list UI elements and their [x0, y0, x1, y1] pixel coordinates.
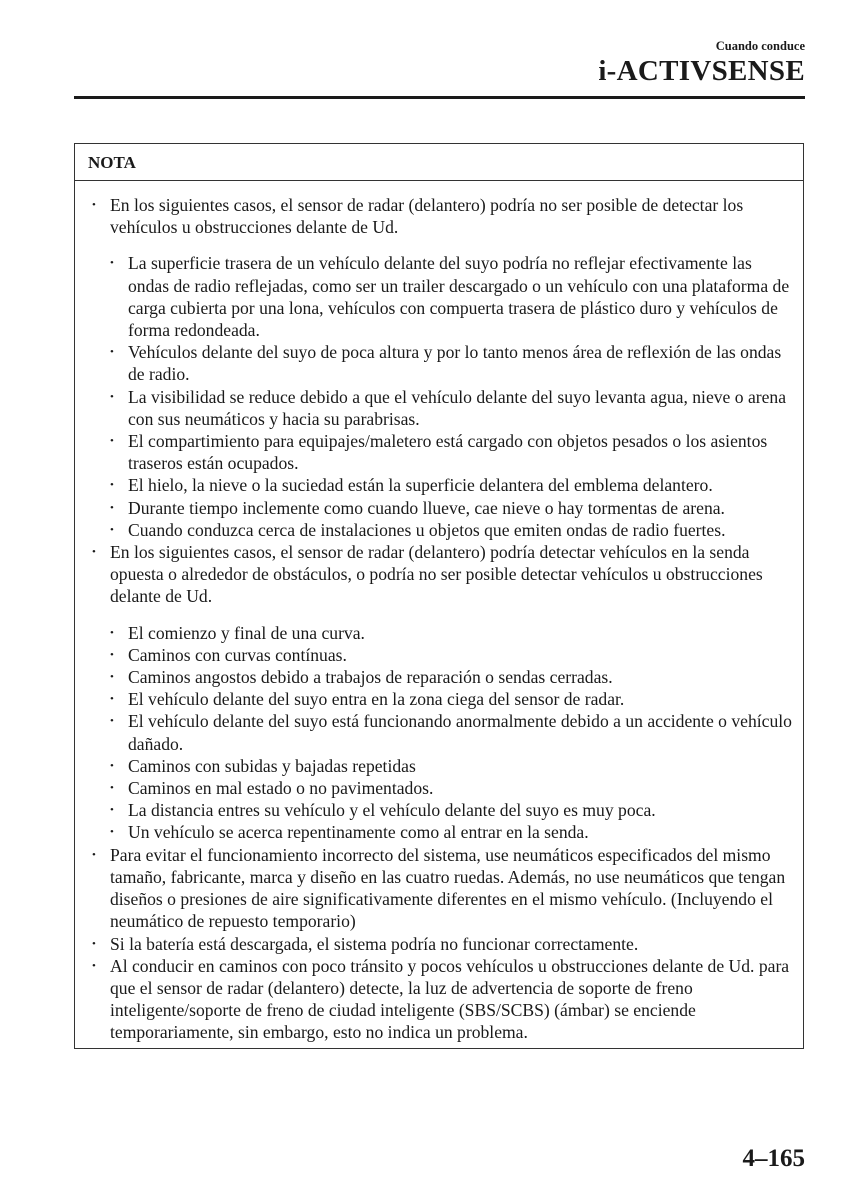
note-bullet-item: • En los siguientes casos, el sensor de radar (delantero) podría detectar vehículos en la senda opuesta o alrededor de obstáculos, o podría no ser posible detectar vehículos u obstrucciones delante de Ud.	[90, 541, 795, 608]
note-heading: NOTA	[75, 144, 803, 181]
note-sub-bullet-item: • La distancia entres su vehículo y el vehículo delante del suyo es muy poca.	[90, 799, 795, 821]
note-sub-bullet-item: • El vehículo delante del suyo está funcionando anormalmente debido a un accidente o vehículo dañado.	[90, 710, 795, 754]
note-bullet-item: • Si la batería está descargada, el sistema podría no funcionar correctamente.	[90, 933, 795, 955]
note-sub-bullet-item: • La visibilidad se reduce debido a que el vehículo delante del suyo levanta agua, nieve o arena con sus neumáticos y hacia su parabrisas.	[90, 386, 795, 430]
note-sub-bullet-item: • Caminos con subidas y bajadas repetidas	[90, 755, 795, 777]
page-title: i-ACTIVSENSE	[598, 55, 805, 87]
note-bullet-item: • Al conducir en caminos con poco tránsito y pocos vehículos u obstrucciones delante de Ud. para que el sensor de radar (delantero) detecte, la luz de advertencia de soporte de freno inteligente/soporte de freno de ciudad inteligente (SBS/SCBS) (ámbar) se enciende temporariamente, sin embargo, esto no indica un problema.	[90, 955, 795, 1044]
note-sub-bullet-item: • El compartimiento para equipajes/maletero está cargado con objetos pesados o los asientos traseros están ocupados.	[90, 430, 795, 474]
header-rule	[74, 96, 805, 99]
note-sub-bullet-item: • El vehículo delante del suyo entra en la zona ciega del sensor de radar.	[90, 688, 795, 710]
note-sub-bullet-item: • El hielo, la nieve o la suciedad están la superficie delantera del emblema delantero.	[90, 474, 795, 496]
note-body	[75, 181, 803, 1044]
note-sub-bullet-item: • La superficie trasera de un vehículo delante del suyo podría no reflejar efectivamente las ondas de radio reflejadas, como ser un trailer descargado o un vehículo con una plataforma de carga cubierta por una lona, vehículos con compuerta trasera de plástico duro y vehículos de forma redondeada.	[90, 252, 795, 341]
note-bullet-item: • En los siguientes casos, el sensor de radar (delantero) podría no ser posible de detectar los vehículos u obstrucciones delante de Ud.	[90, 194, 795, 238]
note-sub-bullet-item: • El comienzo y final de una curva.	[90, 622, 795, 644]
note-bullet-item: • Para evitar el funcionamiento incorrecto del sistema, use neumáticos especificados del mismo tamaño, fabricante, marca y diseño en las cuatro ruedas. Además, no use neumáticos que tengan diseños o presiones de aire significativamente diferentes en el mismo vehículo. (Incluyendo el neumático de repuesto temporario)	[90, 844, 795, 933]
note-sub-bullet-item: • Cuando conduzca cerca de instalaciones u objetos que emiten ondas de radio fuertes.	[90, 519, 795, 541]
note-sub-bullet-item: • Caminos con curvas contínuas.	[90, 644, 795, 666]
section-label: Cuando conduce	[715, 39, 805, 53]
note-sub-bullet-item: • Vehículos delante del suyo de poca altura y por lo tanto menos área de reflexión de las ondas de radio.	[90, 341, 795, 385]
note-box	[74, 143, 804, 1049]
page-number: 4–165	[742, 1145, 805, 1172]
note-sub-bullet-item: • Caminos en mal estado o no pavimentados.	[90, 777, 795, 799]
note-sub-bullet-item: • Un vehículo se acerca repentinamente como al entrar en la senda.	[90, 821, 795, 843]
note-sub-bullet-item: • Caminos angostos debido a trabajos de reparación o sendas cerradas.	[90, 666, 795, 688]
note-sub-bullet-item: • Durante tiempo inclemente como cuando llueve, cae nieve o hay tormentas de arena.	[90, 497, 795, 519]
